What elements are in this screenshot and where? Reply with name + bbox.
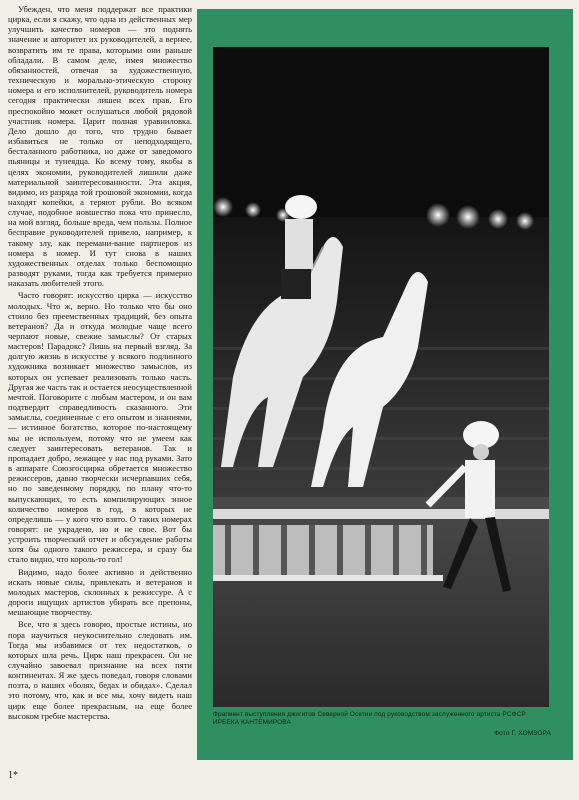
article-paragraph: Убежден, что меня поддержат все практики цирка, если я скажу, что одна из действенных мер улучшить качество номеров — это поднять значение и авторитет их руководителей, а вернее, возвратить им те права, которыми они раньше обладали. В самом деле, имея множество обязанностей, отвечая за художественную, техническую и морально-этическую сторону номера и его исполнителей, руководитель номера сегодня практически лишен всех прав. Его преспокойно может ослушаться любой рядовой участник номера. Царит полная уравниловка. Дело дошло до того, что трудно бывает избавиться не только от неподходящего, бесталанного работника, но даже от заведомого пьяницы и тунеядца. Ко всему тому, якобы в целях экономии, руководителей лишили даже материальной заинтересованности. Эта акция, видимо, из разряда той грошовой экономии, когда находят копейки, а теряют рубли. Во всяком случае, подобное новшество пока что принесло, на мой взгляд, больше вреда, чем пользы. Полное бесправие руководителей привело, например, к такому злу, как перемани-вание партнеров из номера в номер. И тут снова в наших художественных отделах только беспомощно разводят руками, тогда как требуется примерно наказать любителей этого. — [8, 4, 192, 289]
circus-photo — [213, 47, 549, 707]
page-number: 1* — [8, 770, 18, 781]
article-paragraph: Все, что я здесь говорю, простые истины, но пора научиться неукоснительно следовать им. Тогда мы избавимся от тех недостатков, о которых шла речь. Цирк наш прекрасен. Он не случайно завоевал признание на всех пяти континентах. Я же здесь поведал, говоря словами поэта, о наших «болях, бедах и обидах». Сделал это потому, что, как и все мы, хочу видеть наш цирк еще более прекрасным, на еще более высоком гребне мастерства. — [8, 619, 192, 721]
article-paragraph: Часто говорят: искусство цирка — искусство молодых. Что ж, верно. Но только что бы оно стоило без преемственных традиций, без опыта ветеранов? Да и откуда молодые чаще всего черпают новые, свежие замыслы? От старых мастеров! Парадокс? Лишь на первый взгляд. За долгую жизнь в искусстве у всякого подлинного художника возникает множество замыслов, из которых он успевает реализовать только часть. Другая же часть так и остается неосуществленной мечтой. Поговорите с любым мастером, и он вам подтвердит справедливость сказанного. Эти замыслы, соединенные с его опытом и знаниями, — истинное богатство, которое по-настоящему мы не используем, потому что не умеем как следует заинтересовать ветеранов. Так и пропадает добро, лежащее у нас под руками. Зато в аппарате Союзгосцирка обретается множество режиссеров, давно творчески исчерпавших себя, но по заведенному порядку, по плану что-то выпускающих, то есть компилирующих энное количество номеров в год, в которых не определишь — у кого что взято. О таких номерах говорят: не украдено, но и не свое. Вот бы устроить творческий отчет и обсуждение работы хотя бы одного такого режиссера, и сразу бы стало видно, что король-то гол! — [8, 290, 192, 565]
photo-frame — [197, 9, 573, 760]
circus-riders-illustration — [213, 47, 549, 707]
article-paragraph: Видимо, надо более активно и действенно искать новые силы, привлекать и ветеранов и молодых мастеров, склонных к режиссуре. А с дороги ищущих артистов убирать все препоны, мешающие творчеству. — [8, 566, 192, 618]
article-text-column — [8, 4, 192, 764]
photo-caption: Фрагмент выступления джигитов Северной Осетии под руководством заслуженного артиста РСФСР ИРБЕКА КАНТЕМИРОВА — [213, 711, 526, 726]
photo-credit: Фото Г. ХОМЗОРА — [494, 730, 551, 737]
